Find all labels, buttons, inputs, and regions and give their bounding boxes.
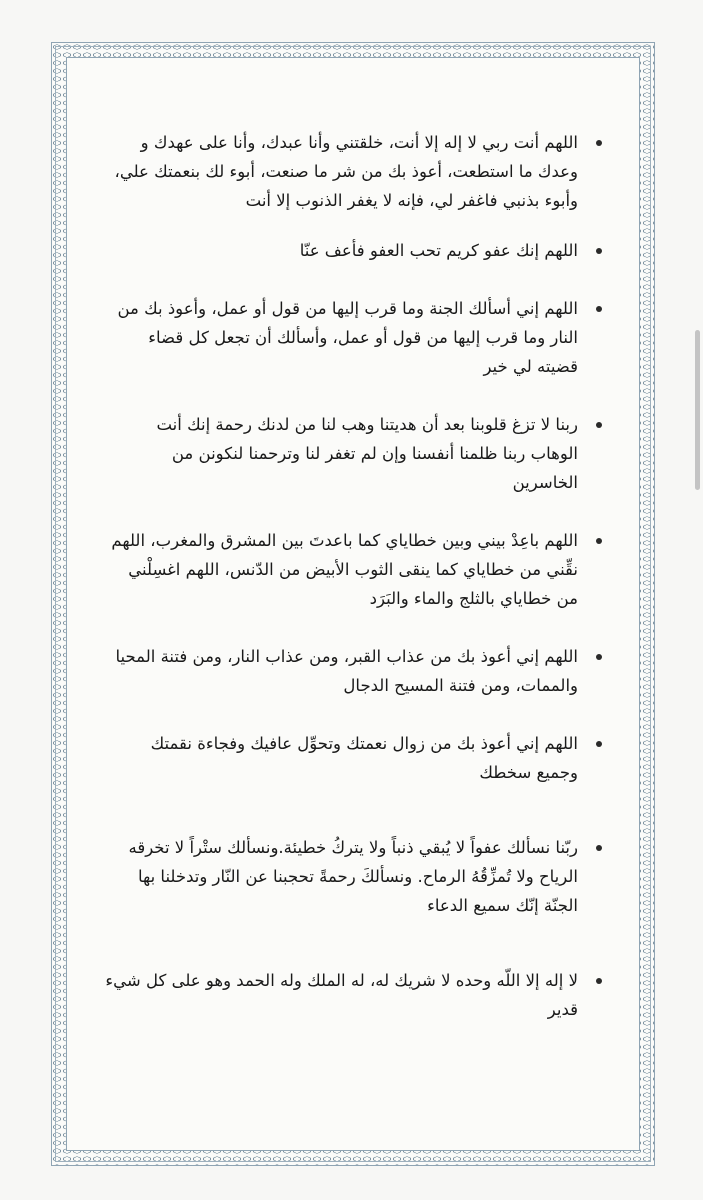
dua-text: اللهم إنك عفو كريم تحب العفو فأعف عنّا	[299, 241, 578, 260]
bullet-icon	[596, 654, 602, 660]
bullet-icon	[596, 306, 602, 312]
list-item	[104, 833, 592, 920]
bullet-icon	[596, 140, 602, 146]
list-item	[104, 966, 592, 1024]
list-item	[104, 128, 592, 215]
dua-text: اللهم باعِدْ بيني وبين خطاياي كما باعدتَ بين المشرق والمغرب، اللهم نقِّني من خطاياي كما ينقى الثوب الأبيض من الدّنس، اللهم اغسِلْني من خطاياي بالثلج والماء والبَرَد	[111, 531, 578, 608]
list-item	[104, 729, 592, 787]
dua-text: ربّنا نسألك عفواً لا يُبقي ذنباً ولا يتركُ خطيئة.ونسألك ستْراً لا تخرقه الرياح ولا تُمزِّقُهُ الرماح. ونسألكَ رحمةً تحجبنا عن النّار وتدخلنا بها الجنّة إنّك سميع الدعاء	[128, 838, 578, 915]
bullet-icon	[596, 538, 602, 544]
bullet-icon	[596, 248, 602, 254]
list-item	[104, 410, 592, 497]
bullet-icon	[596, 845, 602, 851]
scrollbar[interactable]	[691, 0, 703, 1200]
dua-text: اللهم إني أعوذ بك من عذاب القبر، ومن عذاب النار، ومن فتنة المحيا والممات، ومن فتنة المسيح الدجال	[115, 647, 578, 695]
dua-list	[104, 128, 592, 1024]
dua-text: اللهم إني أسألك الجنة وما قرب إليها من قول أو عمل، وأعوذ بك من النار وما قرب إليها من قول أو عمل، وأسألك أن تجعل كل قضاء قضيته لي خير	[117, 299, 578, 376]
list-item	[104, 526, 592, 613]
list-item	[104, 294, 592, 381]
list-item	[104, 642, 592, 700]
list-item	[104, 236, 592, 265]
scrollbar-thumb[interactable]	[695, 330, 700, 490]
dua-text: اللهم إني أعوذ بك من زوال نعمتك وتحوِّل عافيك وفجاءة نقمتك وجميع سخطك	[150, 734, 578, 782]
dua-text: لا إله إلا اللّه وحده لا شريك له، له الملك وله الحمد وهو على كل شيء قدير	[105, 971, 578, 1019]
dua-text: اللهم أنت ربي لا إله إلا أنت، خلقتني وأنا عبدك، وأنا على عهدك و وعدك ما استطعت، أعوذ بك من شر ما صنعت، أبوء لك بنعمتك علي، وأبوء بذنبي فاغفر لي، فإنه لا يغفر الذنوب إلا أنت	[114, 133, 578, 210]
dua-text: ربنا لا تزغ قلوبنا بعد أن هديتنا وهب لنا من لدنك رحمة إنك أنت الوهاب ربنا ظلمنا أنفسنا وإن لم تغفر لنا وترحمنا لنكونن من الخاسرين	[156, 415, 578, 492]
bullet-icon	[596, 422, 602, 428]
bullet-icon	[596, 978, 602, 984]
bullet-icon	[596, 741, 602, 747]
